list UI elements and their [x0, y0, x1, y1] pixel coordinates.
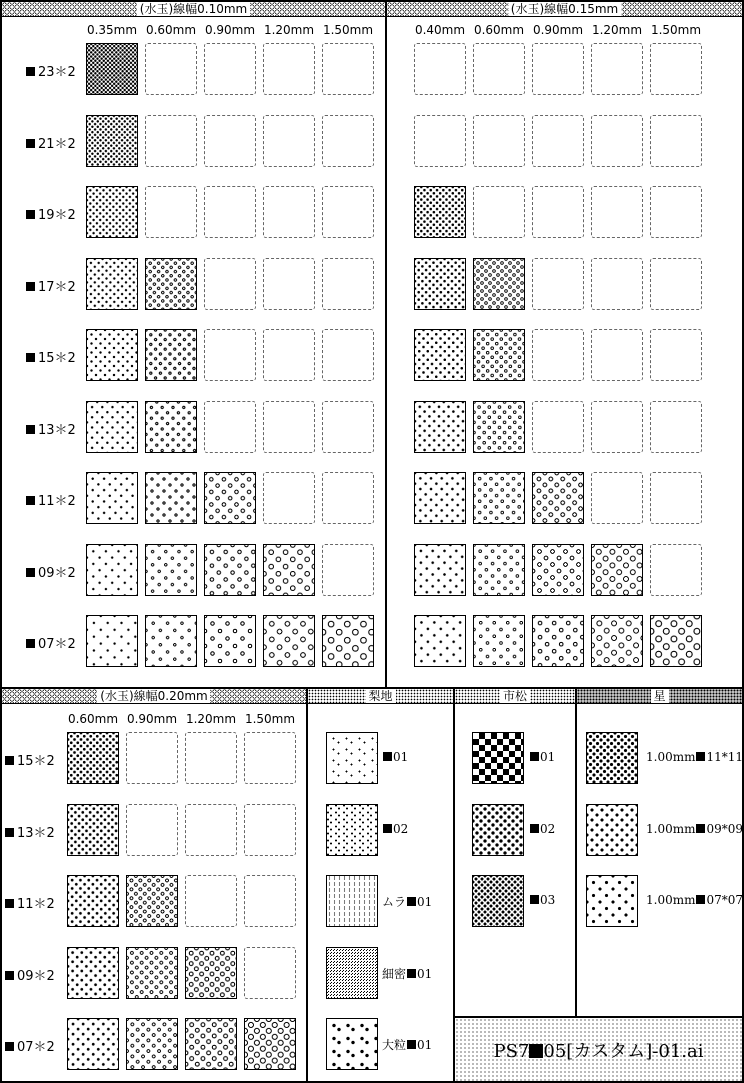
empty-swatch[interactable] — [650, 401, 702, 453]
empty-swatch[interactable] — [322, 43, 374, 95]
panel-header — [2, 689, 306, 704]
empty-swatch[interactable] — [473, 186, 525, 238]
empty-swatch[interactable] — [126, 804, 178, 856]
row-label-text: 11＊2 — [17, 897, 55, 912]
empty-swatch[interactable] — [532, 258, 584, 310]
halftone-swatch[interactable] — [263, 544, 315, 596]
halftone-swatch[interactable] — [532, 544, 584, 596]
swatch-label — [646, 822, 743, 836]
empty-swatch[interactable] — [204, 329, 256, 381]
empty-swatch[interactable] — [126, 732, 178, 784]
swatch-label — [529, 822, 555, 836]
label-prefix: 大粒 — [382, 1038, 407, 1052]
empty-swatch[interactable] — [244, 732, 296, 784]
panel-title: (水玉)線幅0.20mm — [97, 689, 210, 703]
nashiji-swatch[interactable] — [326, 732, 378, 784]
column-header: 0.90mm — [126, 712, 178, 726]
empty-swatch[interactable] — [591, 258, 643, 310]
hoshi-swatch[interactable] — [586, 875, 638, 927]
label-prefix: 細密 — [382, 966, 407, 981]
halftone-swatch[interactable] — [86, 615, 138, 667]
square-icon — [26, 282, 35, 291]
empty-swatch[interactable] — [473, 43, 525, 95]
swatch-label — [529, 893, 555, 907]
panel-title: 星 — [650, 689, 668, 703]
panel-header — [2, 2, 385, 17]
row-label — [5, 1036, 55, 1055]
halftone-swatch[interactable] — [473, 329, 525, 381]
halftone-swatch[interactable] — [591, 615, 643, 667]
label-prefix: 1.00mm — [646, 750, 696, 764]
row-label — [26, 490, 76, 509]
label-code: 03 — [540, 893, 556, 907]
empty-swatch[interactable] — [532, 329, 584, 381]
empty-swatch[interactable] — [322, 258, 374, 310]
row-label-text: 21＊2 — [38, 136, 76, 152]
row-label — [26, 562, 76, 581]
empty-swatch[interactable] — [591, 115, 643, 167]
halftone-swatch[interactable] — [204, 472, 256, 524]
empty-swatch[interactable] — [650, 329, 702, 381]
swatch-label — [382, 1036, 432, 1053]
square-icon — [26, 67, 35, 76]
square-icon — [26, 639, 35, 648]
square-icon — [530, 824, 539, 833]
row-label — [5, 965, 55, 984]
square-icon — [407, 969, 416, 978]
ichimatsu-swatch[interactable] — [472, 875, 524, 927]
nashiji-swatch[interactable] — [326, 1018, 378, 1070]
row-label-text: 15＊2 — [17, 754, 55, 769]
halftone-swatch[interactable] — [263, 615, 315, 667]
square-icon — [26, 568, 35, 577]
label-code: 01 — [540, 750, 556, 764]
row-label-text: 15＊2 — [38, 351, 76, 366]
column-header: 0.60mm — [67, 712, 119, 726]
row-label — [26, 204, 76, 223]
empty-swatch[interactable] — [204, 258, 256, 310]
column-header: 1.20mm — [591, 23, 643, 37]
swatch-label — [646, 893, 743, 907]
empty-swatch[interactable] — [185, 875, 237, 927]
swatch-label — [382, 965, 432, 982]
halftone-swatch[interactable] — [126, 1018, 178, 1070]
halftone-swatch[interactable] — [126, 947, 178, 999]
column-header: 1.50mm — [244, 712, 296, 726]
halftone-swatch[interactable] — [414, 258, 466, 310]
empty-swatch[interactable] — [263, 401, 315, 453]
file-title: PS7 05[カスタム]-01.ai — [493, 1040, 704, 1062]
halftone-swatch[interactable] — [86, 43, 138, 95]
column-header: 0.60mm — [145, 23, 197, 37]
panel-header — [308, 689, 453, 704]
square-icon — [26, 139, 35, 148]
halftone-swatch[interactable] — [473, 615, 525, 667]
row-label — [5, 822, 55, 841]
halftone-swatch[interactable] — [145, 544, 197, 596]
halftone-swatch[interactable] — [414, 472, 466, 524]
file-title-box — [453, 1016, 744, 1083]
halftone-swatch[interactable] — [86, 401, 138, 453]
empty-swatch[interactable] — [322, 329, 374, 381]
empty-swatch[interactable] — [244, 804, 296, 856]
panel-title: 市松 — [500, 689, 530, 703]
panel-title: (水玉)線幅0.15mm — [508, 2, 621, 16]
empty-swatch[interactable] — [650, 43, 702, 95]
empty-swatch[interactable] — [322, 544, 374, 596]
square-icon — [26, 353, 35, 362]
empty-swatch[interactable] — [204, 115, 256, 167]
row-label — [5, 750, 55, 769]
empty-swatch[interactable] — [322, 401, 374, 453]
empty-swatch[interactable] — [322, 115, 374, 167]
empty-swatch[interactable] — [244, 875, 296, 927]
panel-header — [387, 2, 742, 17]
halftone-swatch[interactable] — [185, 1018, 237, 1070]
empty-swatch[interactable] — [591, 401, 643, 453]
square-icon — [5, 971, 14, 980]
halftone-swatch[interactable] — [414, 544, 466, 596]
swatch-label — [382, 750, 408, 764]
halftone-swatch[interactable] — [532, 615, 584, 667]
halftone-swatch[interactable] — [86, 115, 138, 167]
empty-swatch[interactable] — [322, 472, 374, 524]
empty-swatch[interactable] — [185, 804, 237, 856]
column-header: 1.20mm — [263, 23, 315, 37]
row-label — [5, 893, 55, 912]
halftone-swatch[interactable] — [145, 329, 197, 381]
halftone-swatch[interactable] — [650, 615, 702, 667]
empty-swatch[interactable] — [263, 329, 315, 381]
halftone-swatch[interactable] — [473, 544, 525, 596]
hoshi-swatch[interactable] — [586, 732, 638, 784]
halftone-swatch[interactable] — [145, 258, 197, 310]
empty-swatch[interactable] — [473, 115, 525, 167]
swatch-label — [382, 893, 432, 910]
row-label — [26, 633, 76, 652]
empty-swatch[interactable] — [263, 186, 315, 238]
halftone-swatch[interactable] — [414, 401, 466, 453]
halftone-swatch[interactable] — [67, 1018, 119, 1070]
square-icon — [26, 496, 35, 505]
square-icon — [696, 824, 705, 833]
ichimatsu-swatch[interactable] — [472, 804, 524, 856]
panel-header — [455, 689, 575, 704]
halftone-swatch[interactable] — [204, 615, 256, 667]
empty-swatch[interactable] — [414, 115, 466, 167]
empty-swatch[interactable] — [532, 186, 584, 238]
empty-swatch[interactable] — [414, 43, 466, 95]
row-label — [26, 133, 76, 152]
square-icon — [26, 210, 35, 219]
square-icon — [383, 824, 392, 833]
halftone-swatch[interactable] — [86, 186, 138, 238]
halftone-swatch[interactable] — [86, 258, 138, 310]
empty-swatch[interactable] — [263, 472, 315, 524]
square-icon — [26, 425, 35, 434]
row-label-text: 13＊2 — [17, 825, 55, 841]
halftone-swatch[interactable] — [591, 544, 643, 596]
halftone-swatch[interactable] — [67, 804, 119, 856]
square-icon — [696, 752, 705, 761]
halftone-swatch[interactable] — [126, 875, 178, 927]
row-label-text: 23＊2 — [38, 65, 76, 80]
square-icon — [529, 1044, 543, 1058]
halftone-swatch[interactable] — [414, 329, 466, 381]
halftone-swatch[interactable] — [244, 1018, 296, 1070]
row-label-text: 19＊2 — [38, 208, 76, 223]
row-label — [26, 419, 76, 438]
square-icon — [5, 1042, 14, 1051]
halftone-swatch[interactable] — [86, 472, 138, 524]
nashiji-swatch[interactable] — [326, 804, 378, 856]
hoshi-swatch[interactable] — [586, 804, 638, 856]
label-code: 01 — [417, 966, 433, 981]
swatch-label — [529, 750, 555, 764]
row-label-text: 07＊2 — [17, 1040, 55, 1055]
empty-swatch[interactable] — [650, 115, 702, 167]
empty-swatch[interactable] — [650, 186, 702, 238]
empty-swatch[interactable] — [263, 258, 315, 310]
row-label — [26, 276, 76, 295]
halftone-swatch[interactable] — [532, 472, 584, 524]
row-label-text: 09＊2 — [38, 565, 76, 581]
empty-swatch[interactable] — [263, 43, 315, 95]
label-prefix: 1.00mm — [646, 821, 696, 836]
square-icon — [407, 897, 416, 906]
halftone-swatch[interactable] — [67, 732, 119, 784]
empty-swatch[interactable] — [204, 401, 256, 453]
label-code: 11*11 — [706, 750, 744, 764]
row-label-text: 07＊2 — [38, 637, 76, 652]
empty-swatch[interactable] — [591, 43, 643, 95]
halftone-swatch[interactable] — [145, 615, 197, 667]
empty-swatch[interactable] — [244, 947, 296, 999]
column-header: 0.90mm — [204, 23, 256, 37]
row-label-text: 13＊2 — [38, 422, 76, 438]
row-label-text: 17＊2 — [38, 279, 76, 295]
empty-swatch[interactable] — [591, 472, 643, 524]
halftone-swatch[interactable] — [414, 615, 466, 667]
halftone-swatch[interactable] — [473, 258, 525, 310]
empty-swatch[interactable] — [204, 186, 256, 238]
panel-header — [577, 689, 742, 704]
halftone-swatch[interactable] — [414, 186, 466, 238]
empty-swatch[interactable] — [145, 115, 197, 167]
square-icon — [5, 828, 14, 837]
halftone-swatch[interactable] — [145, 472, 197, 524]
halftone-swatch[interactable] — [473, 472, 525, 524]
label-code: 09*09 — [706, 821, 744, 836]
column-header: 0.40mm — [414, 23, 466, 37]
ichimatsu-swatch[interactable] — [472, 732, 524, 784]
label-code: 01 — [417, 1038, 433, 1052]
square-icon — [407, 1040, 416, 1049]
empty-swatch[interactable] — [263, 115, 315, 167]
empty-swatch[interactable] — [322, 186, 374, 238]
halftone-swatch[interactable] — [473, 401, 525, 453]
halftone-swatch[interactable] — [145, 401, 197, 453]
column-header: 0.90mm — [532, 23, 584, 37]
empty-swatch[interactable] — [204, 43, 256, 95]
nashiji-swatch[interactable] — [326, 875, 378, 927]
halftone-swatch[interactable] — [86, 329, 138, 381]
halftone-swatch[interactable] — [322, 615, 374, 667]
label-prefix: ムラ — [382, 895, 407, 909]
empty-swatch[interactable] — [591, 329, 643, 381]
panel-title: (水玉)線幅0.10mm — [137, 2, 250, 16]
row-label — [26, 347, 76, 366]
row-label — [26, 61, 76, 80]
column-header: 1.50mm — [650, 23, 702, 37]
square-icon — [696, 895, 705, 904]
label-prefix: 1.00mm — [646, 893, 696, 907]
halftone-swatch[interactable] — [204, 544, 256, 596]
square-icon — [383, 752, 392, 761]
empty-swatch[interactable] — [591, 186, 643, 238]
panel-title: 梨地 — [365, 689, 395, 703]
row-label-text: 11＊2 — [38, 494, 76, 509]
empty-swatch[interactable] — [650, 544, 702, 596]
label-code: 01 — [417, 895, 433, 909]
swatch-label — [382, 822, 408, 836]
swatch-label — [646, 750, 743, 764]
square-icon — [5, 899, 14, 908]
empty-swatch[interactable] — [532, 401, 584, 453]
empty-swatch[interactable] — [532, 43, 584, 95]
halftone-swatch[interactable] — [67, 947, 119, 999]
label-code: 07*07 — [706, 893, 744, 907]
empty-swatch[interactable] — [145, 43, 197, 95]
label-code: 01 — [393, 750, 409, 764]
column-header: 0.60mm — [473, 23, 525, 37]
halftone-swatch[interactable] — [185, 947, 237, 999]
square-icon — [5, 756, 14, 765]
empty-swatch[interactable] — [145, 186, 197, 238]
empty-swatch[interactable] — [532, 115, 584, 167]
halftone-swatch[interactable] — [67, 875, 119, 927]
column-header: 0.35mm — [86, 23, 138, 37]
row-label-text: 09＊2 — [17, 968, 55, 984]
empty-swatch[interactable] — [650, 258, 702, 310]
empty-swatch[interactable] — [185, 732, 237, 784]
square-icon — [530, 752, 539, 761]
nashiji-swatch[interactable] — [326, 947, 378, 999]
label-code: 02 — [393, 821, 409, 836]
label-code: 02 — [540, 821, 556, 836]
halftone-swatch[interactable] — [86, 544, 138, 596]
square-icon — [530, 895, 539, 904]
column-header: 1.20mm — [185, 712, 237, 726]
column-header: 1.50mm — [322, 23, 374, 37]
empty-swatch[interactable] — [650, 472, 702, 524]
